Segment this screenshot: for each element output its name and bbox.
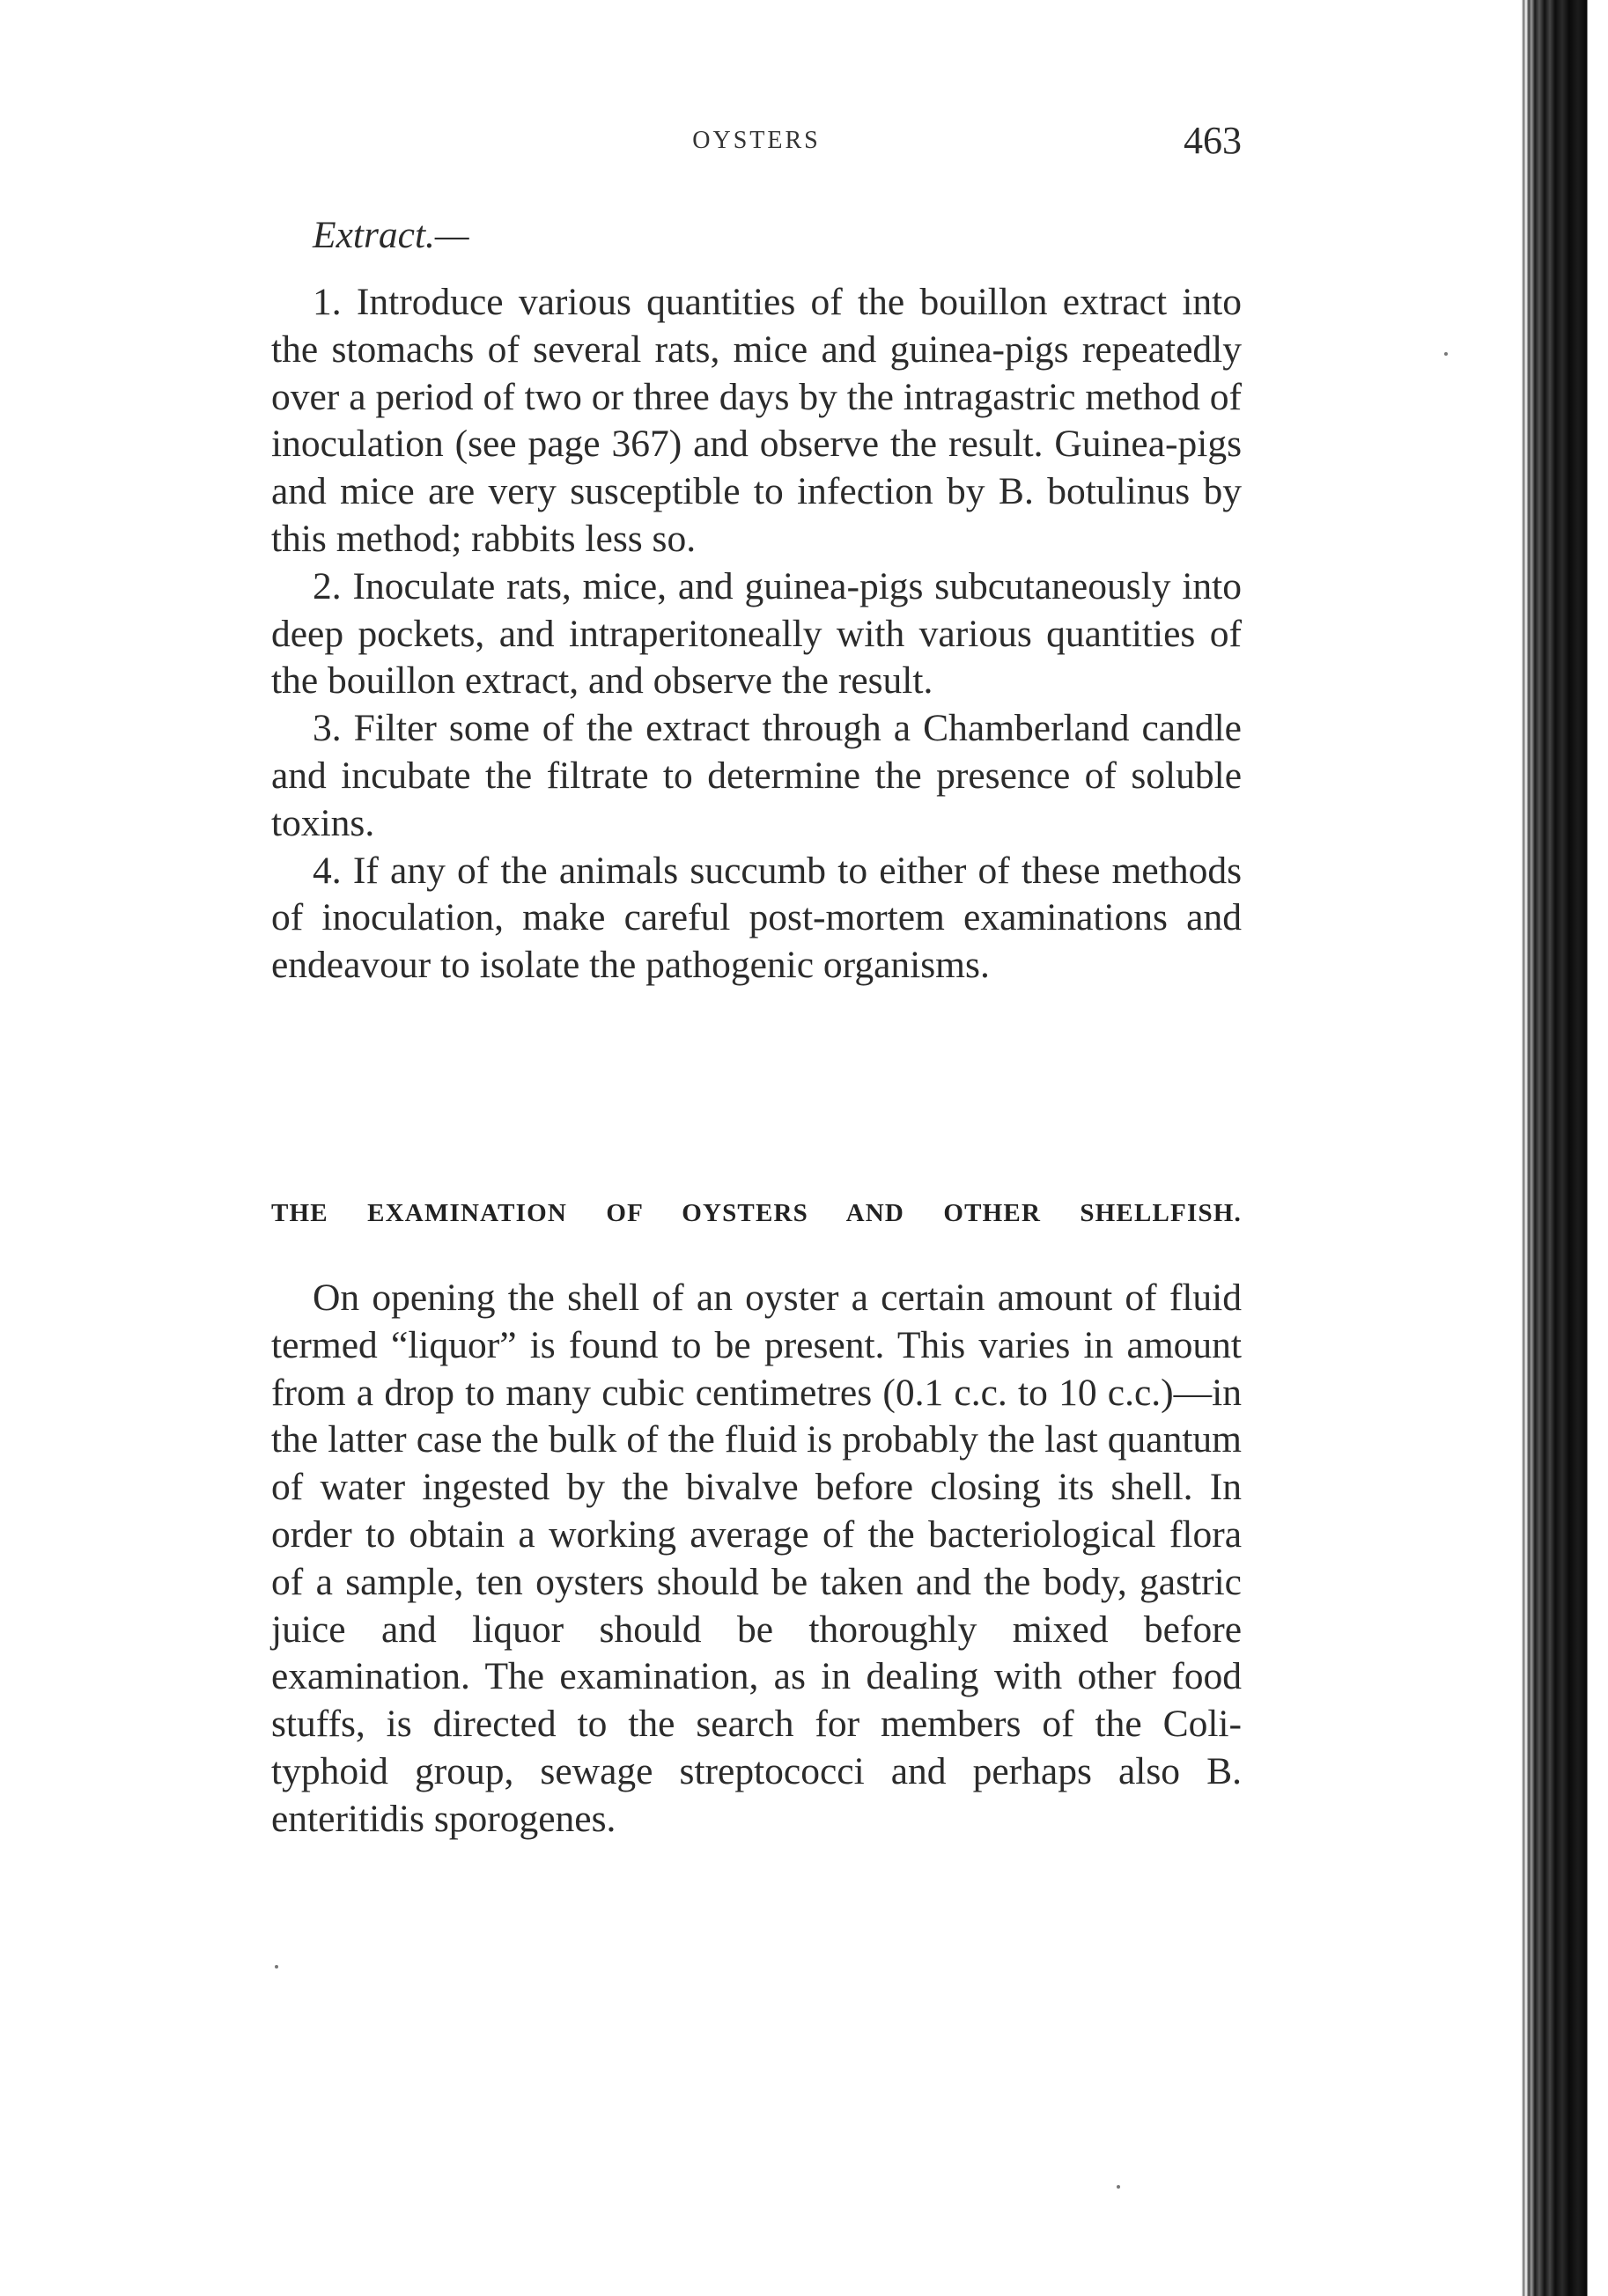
page-number: 463 [1184, 119, 1242, 162]
procedure-list [271, 279, 1242, 990]
list-item-1: 1. Introduce various quantities of the bouillon extract into the stomachs of several rats, mice and guinea-pigs repeatedly over a period of two or three days by the intragastric method of inoculation (see page 367) and observe the result. Guinea-pigs and mice are very susceptible to infection by B. botulinus by this method; rabbits less so. [271, 281, 1242, 560]
section-heading: THE EXAMINATION OF OYSTERS AND OTHER SHELLFISH. [271, 1199, 1242, 1227]
list-item-4: 4. If any of the animals succumb to either of these methods of inoculation, make careful post-mortem examinations and endeavour to isolate the pathogenic organisms. [271, 849, 1242, 987]
scan-speck [275, 1965, 278, 1969]
section-paragraph: On opening the shell of an oyster a certain amount of fluid termed “liquor” is found to be present. This varies in amount from a drop to many cubic centimetres (0.1 c.c. to 10 c.c.)—in the latter case the bulk of the fluid is probably the last quantum of water ingested by the bivalve before closing its shell. In order to obtain a working average of the bacteriological flora of a sample, ten oysters should be taken and the body, gastric juice and liquor should be thoroughly mixed before examination. The examination, as in dealing with other food stuffs, is directed to the search for members of the Coli-typhoid group, sewage streptococci and perhaps also B. enteritidis sporogenes. [271, 1277, 1242, 1840]
running-head [271, 119, 1242, 176]
list-item-2: 2. Inoculate rats, mice, and guinea-pigs subcutaneously into deep pockets, and intraperitoneally with various quantities of the bouillon extract, and observe the result. [271, 564, 1242, 703]
scan-speck [1117, 2185, 1120, 2189]
section-body [271, 1275, 1242, 1843]
extract-label: Extract.— [313, 214, 469, 256]
scan-speck [1444, 352, 1448, 356]
binding-edge [1516, 0, 1608, 2296]
running-title: OYSTERS [692, 127, 821, 154]
list-item-3: 3. Filter some of the extract through a Chamberland candle and incubate the filtrate to determine the presence of soluble toxins. [271, 707, 1242, 844]
